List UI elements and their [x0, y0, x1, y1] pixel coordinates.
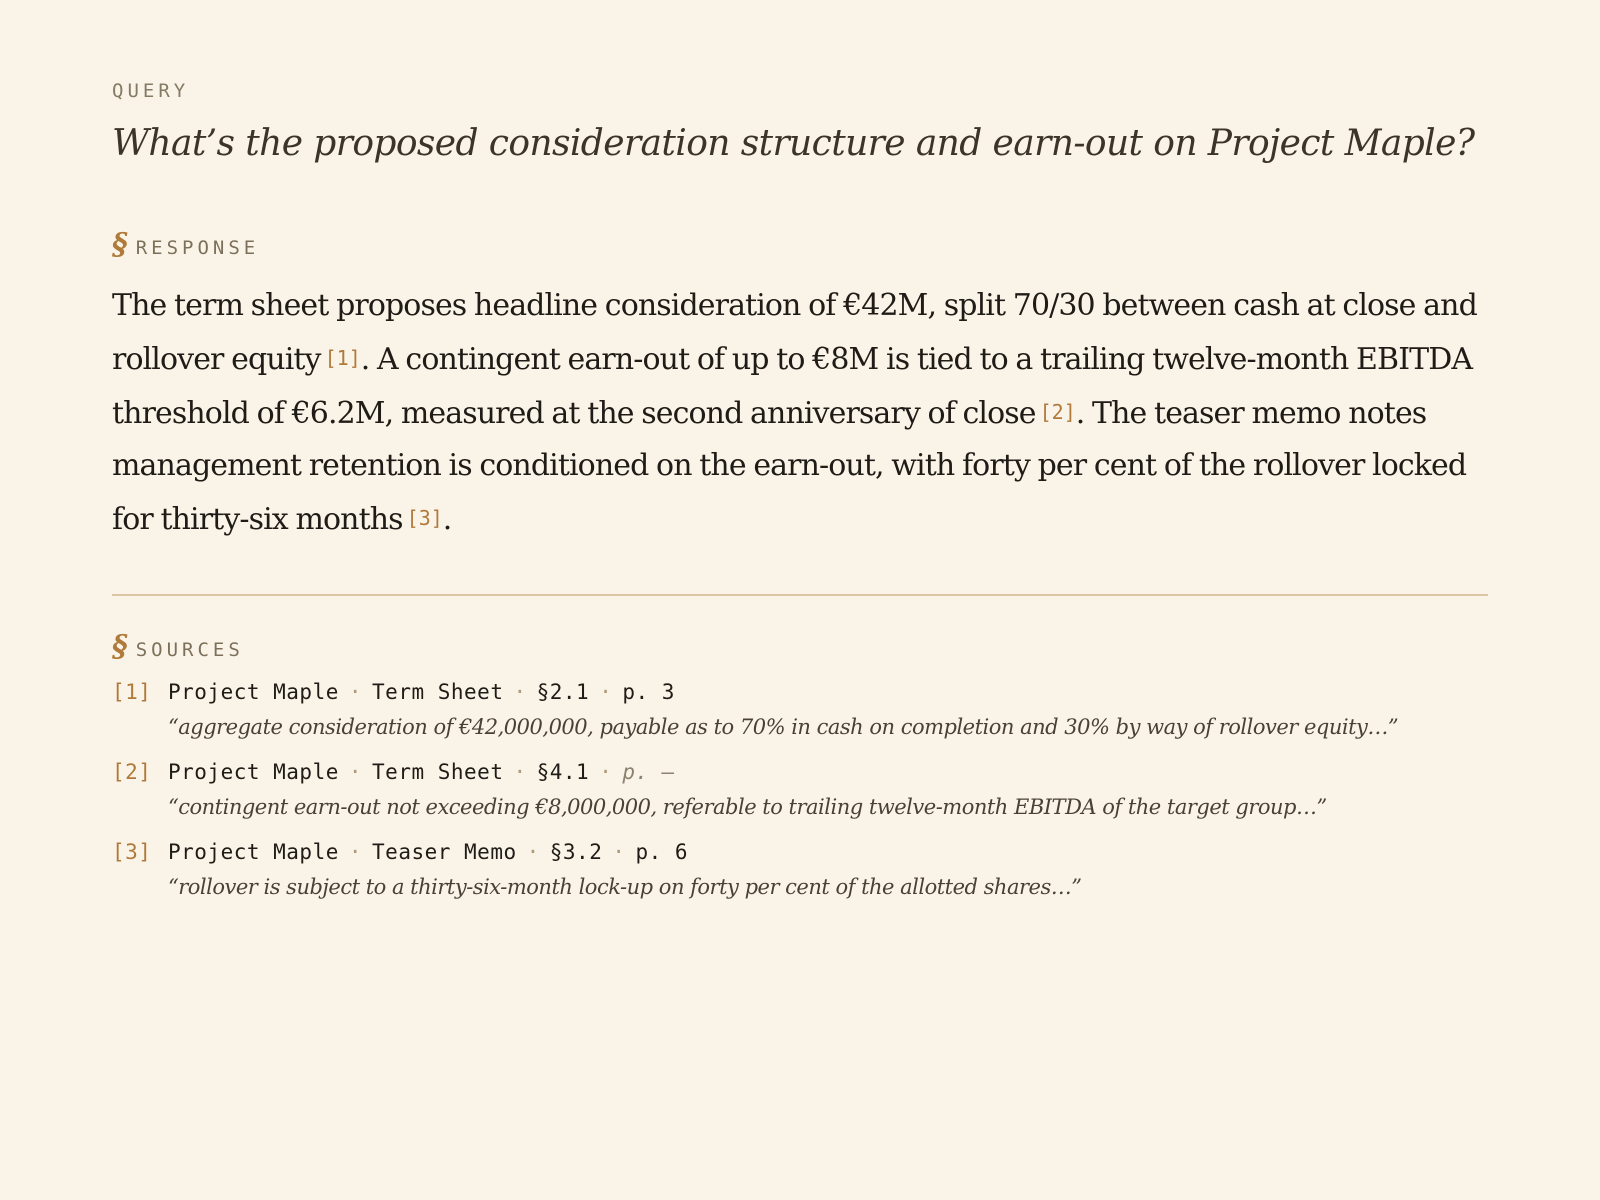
sources-header — [112, 629, 1488, 664]
separator-dot: · — [612, 840, 626, 864]
response-header — [112, 227, 1488, 262]
source-section: §2.1 — [536, 680, 590, 704]
source-quote: “contingent earn-out not exceeding €8,000,000, referable to trailing twelve-month EBITDA of the target group…” — [168, 795, 1327, 819]
section-divider — [112, 594, 1488, 596]
page — [112, 80, 1488, 902]
query-section — [112, 80, 1488, 168]
section-mark-icon: § — [112, 629, 128, 664]
source-page: p. 3 — [622, 680, 675, 704]
source-reference — [112, 840, 1488, 864]
section-mark-icon: § — [112, 227, 128, 262]
response-body — [112, 280, 1488, 546]
source-project: Project Maple — [168, 680, 339, 704]
source-item-3[interactable] — [112, 840, 1488, 902]
separator-dot: · — [526, 840, 540, 864]
source-index: [2] — [112, 760, 152, 784]
source-document: Teaser Memo — [372, 840, 517, 864]
response-text-4: . — [442, 502, 452, 537]
separator-dot: · — [348, 680, 363, 704]
source-item-2[interactable] — [112, 760, 1488, 822]
sources-label: SOURCES — [135, 639, 244, 661]
query-text: What’s the proposed consideration structure and earn-out on Project Maple? — [112, 123, 1475, 164]
sources-section — [112, 629, 1488, 902]
separator-dot: · — [513, 680, 527, 704]
response-text-3: . The teaser memo notes management retention is conditioned on the earn-out, with forty per cent of the rollover locked for thirty-six months — [112, 396, 1467, 537]
source-quote: “rollover is subject to a thirty-six-month lock-up on forty per cent of the allotted shares…” — [168, 875, 1082, 899]
response-text-2: . A contingent earn-out of up to €8M is tied to a trailing twelve-month EBITDA threshold of €6.2M, measured at the second anniversary of close — [112, 342, 1473, 431]
source-page: p. 6 — [635, 840, 689, 864]
source-reference — [112, 680, 1488, 704]
source-index: [3] — [112, 840, 152, 864]
separator-dot: · — [599, 680, 613, 704]
source-quote: “aggregate consideration of €42,000,000, payable as to 70% in cash on completion and 30% by way of rollover equity…” — [168, 715, 1399, 739]
source-document: Term Sheet — [372, 680, 504, 704]
citation-1[interactable]: [1] — [324, 346, 361, 370]
separator-dot: · — [599, 760, 613, 784]
source-reference — [112, 760, 1488, 784]
source-section: §4.1 — [536, 760, 590, 784]
response-label: RESPONSE — [135, 237, 260, 259]
separator-dot: · — [348, 840, 363, 864]
response-section — [112, 227, 1488, 546]
separator-dot: · — [513, 760, 527, 784]
source-section: §3.2 — [549, 840, 603, 864]
source-project: Project Maple — [168, 760, 339, 784]
source-item-1[interactable] — [112, 680, 1488, 742]
source-project: Project Maple — [168, 840, 339, 864]
source-index: [1] — [112, 680, 152, 704]
response-text-1: The term sheet proposes headline consideration of €42M, split 70/30 between cash at close and rollover equity — [112, 288, 1477, 377]
source-document: Term Sheet — [372, 760, 504, 784]
separator-dot: · — [348, 760, 363, 784]
citation-3[interactable]: [3] — [406, 506, 443, 530]
source-page: p. — — [622, 760, 675, 784]
citation-2[interactable]: [2] — [1039, 400, 1076, 424]
query-label: QUERY — [112, 80, 190, 102]
